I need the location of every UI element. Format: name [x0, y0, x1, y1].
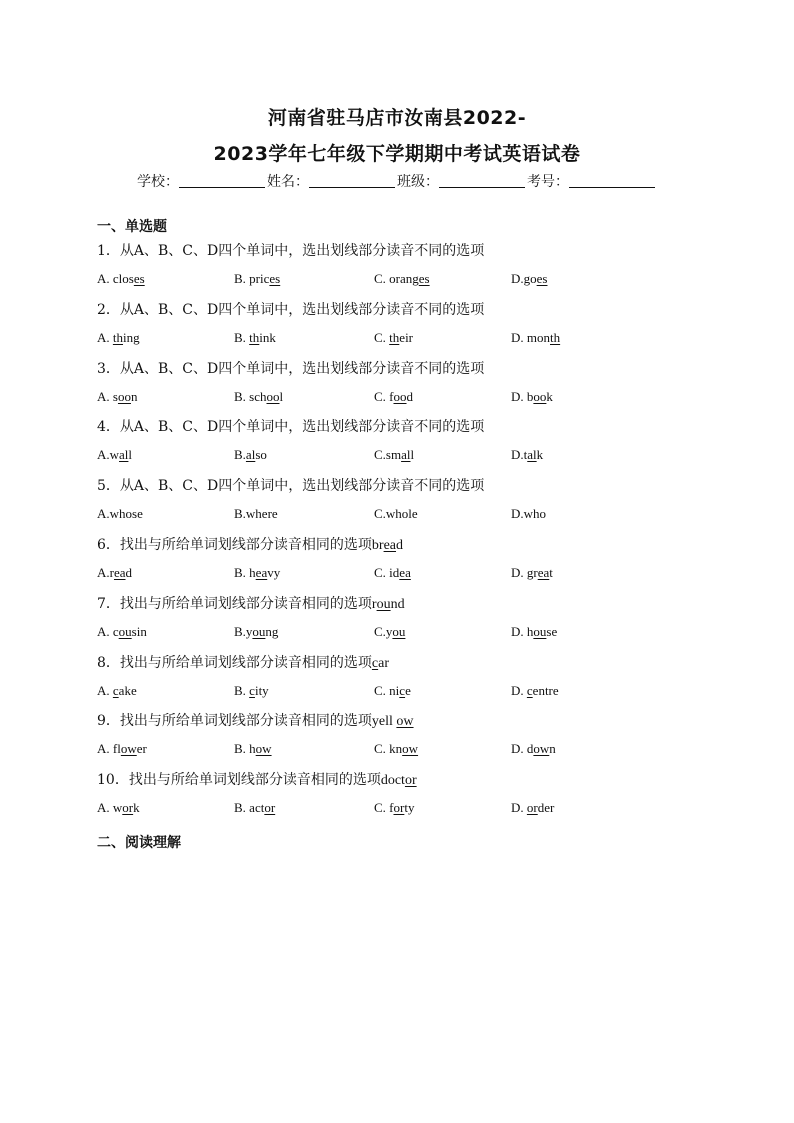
option-ul: th: [389, 329, 400, 345]
section-heading-reading: 二、阅读理解: [97, 835, 181, 851]
prompt-word-post: ar: [378, 655, 390, 671]
option-ul: ea: [399, 565, 411, 580]
option-ul: ow: [255, 741, 272, 757]
option-ul: ea: [113, 565, 126, 580]
option-ul: oo: [117, 388, 131, 404]
answer-option[interactable]: [511, 683, 559, 699]
option-ul: es: [418, 271, 430, 286]
option-ul: es: [536, 271, 548, 286]
answer-option[interactable]: [511, 565, 553, 581]
answer-option[interactable]: [97, 330, 140, 346]
option-post: n: [549, 741, 556, 757]
option-ul: or: [264, 800, 276, 816]
option-post: n: [130, 388, 138, 404]
option-pre: A.: [97, 329, 113, 345]
answer-option[interactable]: [374, 271, 430, 287]
answer-option[interactable]: [234, 330, 276, 346]
option-ul: ou: [118, 623, 132, 639]
option-post: ty: [404, 800, 415, 816]
answer-option[interactable]: [234, 565, 280, 581]
prompt-word: [372, 538, 403, 553]
school-label: 学校：: [137, 174, 179, 190]
answer-option[interactable]: [511, 800, 554, 816]
option-ul: c: [112, 682, 119, 698]
option-pre: A.whose: [97, 506, 143, 522]
option-ul: c: [526, 682, 533, 698]
answer-option[interactable]: [234, 389, 283, 405]
question-text: 4．从A、B、C、D四个单词中，选出划线部分读音不同的选项: [97, 419, 485, 436]
option-ul: c: [249, 682, 255, 698]
option-ul: ou: [533, 623, 547, 639]
question-stem: [97, 652, 389, 672]
section-heading-single-choice: 一、单选题: [97, 219, 167, 235]
option-post: ng: [265, 623, 279, 639]
question-stem: [97, 710, 414, 730]
option-post: k: [133, 800, 140, 816]
answer-option[interactable]: [97, 447, 132, 463]
option-post: t: [549, 565, 553, 580]
option-pre: D. d: [511, 741, 534, 757]
prompt-word-ul: ou: [376, 596, 391, 612]
question-text: 7．找出与所给单词划线部分读音相同的选项: [97, 595, 372, 612]
option-post: ink: [259, 329, 276, 345]
question-stem: [97, 416, 484, 436]
answer-option[interactable]: [97, 624, 147, 640]
prompt-word-pre: yell: [371, 714, 397, 730]
option-pre: A. c: [97, 623, 119, 639]
question-text: 2．从A、B、C、D四个单词中，选出划线部分读音不同的选项: [97, 301, 485, 318]
option-pre: C.: [374, 329, 390, 345]
question-text: 8．找出与所给单词划线部分读音相同的选项: [97, 654, 372, 671]
option-post: k: [536, 447, 544, 463]
answer-option[interactable]: [97, 565, 132, 581]
school-blank: [179, 173, 265, 188]
option-ul: ou: [392, 623, 406, 639]
option-ul: ea: [537, 565, 550, 580]
prompt-word-pre: br: [371, 538, 384, 553]
answer-option[interactable]: [97, 271, 145, 287]
answer-option[interactable]: [234, 683, 269, 699]
answer-option[interactable]: [374, 506, 418, 522]
prompt-word-ul: c: [371, 655, 379, 671]
option-post: ake: [118, 682, 137, 698]
option-pre: A. w: [97, 800, 123, 816]
question-text: 3．从A、B、C、D四个单词中，选出划线部分读音不同的选项: [97, 360, 485, 377]
option-pre: C. f: [374, 388, 394, 404]
option-pre: A.w: [97, 447, 120, 463]
answer-option[interactable]: [97, 506, 143, 522]
question-text: 5．从A、B、C、D四个单词中，选出划线部分读音不同的选项: [97, 478, 485, 495]
option-ul: or: [122, 800, 134, 816]
student-info-line: [0, 171, 794, 191]
answer-option[interactable]: [511, 624, 557, 640]
option-pre: C.y: [374, 623, 393, 639]
option-post: eir: [399, 329, 414, 345]
option-ul: th: [249, 329, 260, 345]
option-pre: B.: [234, 329, 250, 345]
option-ul: or: [526, 800, 538, 816]
question-stem: [97, 240, 484, 260]
option-post: k: [546, 388, 553, 404]
option-ul: es: [269, 271, 281, 286]
question-text: 10．找出与所给单词划线部分读音相同的选项: [97, 772, 381, 789]
option-ul: al: [527, 447, 537, 463]
option-pre: C. id: [374, 565, 400, 580]
answer-option[interactable]: [97, 800, 140, 816]
option-pre: B. h: [234, 565, 256, 580]
option-pre: C. ni: [374, 682, 400, 698]
option-pre: C. f: [374, 800, 394, 816]
option-pre: C. kn: [374, 741, 403, 757]
prompt-word-post: nd: [390, 596, 405, 612]
option-pre: D.who: [511, 506, 547, 522]
prompt-word: [372, 597, 405, 612]
option-ul: ow: [533, 741, 550, 757]
question-stem: [97, 593, 405, 613]
prompt-word: [372, 714, 414, 729]
answer-option[interactable]: [234, 624, 278, 640]
exam-title-line2: 2023学年七年级下学期期中考试英语试卷: [213, 143, 581, 165]
option-ul: ea: [255, 565, 268, 580]
option-post: l: [410, 447, 415, 463]
answer-option[interactable]: [374, 683, 411, 699]
answer-option[interactable]: [97, 389, 137, 405]
option-pre: D.: [511, 800, 527, 816]
option-pre: B. act: [234, 800, 265, 816]
option-pre: A. clos: [97, 271, 134, 286]
option-post: vy: [267, 565, 281, 580]
answer-option[interactable]: [97, 741, 147, 757]
option-post: ity: [254, 682, 269, 698]
question-stem: [97, 769, 417, 789]
option-pre: A. fl: [97, 741, 121, 757]
option-pre: C.sm: [374, 447, 402, 463]
option-pre: B. pric: [234, 271, 270, 286]
question-stem: [97, 299, 484, 319]
answer-option[interactable]: [234, 447, 267, 463]
class-label: 班级：: [397, 174, 439, 190]
prompt-word: [381, 773, 417, 788]
option-pre: D. b: [511, 388, 534, 404]
prompt-word-pre: r: [371, 596, 377, 612]
name-label: 姓名：: [267, 174, 309, 190]
answer-option[interactable]: [374, 447, 414, 463]
answer-option[interactable]: [374, 330, 413, 346]
prompt-word: [372, 656, 389, 671]
name-blank: [309, 173, 395, 188]
answer-option[interactable]: [511, 389, 553, 405]
option-pre: D. mon: [511, 329, 550, 345]
answer-option[interactable]: [234, 800, 275, 816]
class-blank: [439, 173, 525, 188]
option-pre: A.r: [97, 565, 114, 580]
option-pre: D. h: [511, 623, 534, 639]
prompt-word-ul: or: [404, 773, 417, 789]
question-text: 6．找出与所给单词划线部分读音相同的选项: [97, 537, 372, 553]
option-post: er: [136, 741, 147, 757]
option-pre: C.whole: [374, 506, 418, 522]
option-post: l: [128, 447, 133, 463]
option-post: e: [405, 682, 411, 698]
option-pre: B.: [234, 447, 246, 463]
answer-option[interactable]: [374, 741, 418, 757]
answer-option[interactable]: [374, 389, 413, 405]
option-ul: oo: [393, 388, 407, 404]
option-ul: ow: [120, 741, 137, 757]
option-post: der: [537, 800, 555, 816]
option-post: d: [406, 388, 413, 404]
option-pre: D. gr: [511, 565, 538, 580]
option-ul: ow: [402, 741, 419, 757]
prompt-word-ul: ow: [396, 714, 414, 730]
question-stem: [97, 358, 484, 378]
option-post: l: [279, 388, 284, 404]
option-post: sin: [131, 623, 147, 639]
answer-option[interactable]: [511, 330, 560, 346]
option-post: d: [125, 565, 133, 580]
answer-option[interactable]: [234, 506, 278, 522]
option-ul: al: [401, 447, 411, 463]
option-pre: D.go: [511, 271, 537, 286]
exam-number-label: 考号：: [527, 174, 569, 190]
option-pre: C. orang: [374, 271, 419, 286]
option-pre: A.: [97, 682, 113, 698]
answer-option[interactable]: [97, 683, 137, 699]
answer-option[interactable]: [511, 741, 556, 757]
answer-option[interactable]: [511, 506, 546, 522]
exam-number-blank: [569, 173, 655, 188]
answer-option[interactable]: [234, 741, 272, 757]
option-pre: B.where: [234, 506, 278, 522]
option-ul: or: [393, 800, 405, 816]
answer-option[interactable]: [374, 565, 411, 581]
option-post: ing: [123, 329, 140, 345]
answer-option[interactable]: [374, 800, 414, 816]
option-ul: c: [399, 682, 406, 698]
option-ul: oo: [533, 388, 547, 404]
question-stem: [97, 534, 403, 554]
option-post: se: [546, 623, 558, 639]
prompt-word-pre: doct: [380, 773, 405, 789]
question-text: 1．从A、B、C、D四个单词中，选出划线部分读音不同的选项: [97, 243, 485, 259]
option-ul: th: [550, 329, 561, 345]
answer-option[interactable]: [511, 447, 543, 463]
answer-option[interactable]: [511, 271, 547, 287]
prompt-word-post: d: [396, 538, 404, 553]
option-ul: al: [119, 447, 129, 463]
option-pre: D.t: [511, 447, 528, 463]
prompt-word-ul: ea: [383, 538, 397, 553]
option-pre: A. s: [97, 388, 118, 404]
option-pre: B.y: [234, 623, 253, 639]
option-pre: B. sch: [234, 388, 267, 404]
option-pre: D.: [511, 682, 527, 698]
option-ul: ou: [252, 623, 266, 639]
question-text: 9．找出与所给单词划线部分读音相同的选项: [97, 713, 372, 730]
option-pre: B. h: [234, 741, 256, 757]
question-stem: [97, 475, 484, 495]
option-post: so: [255, 447, 267, 463]
answer-option[interactable]: [234, 271, 280, 287]
option-ul: th: [112, 329, 124, 345]
option-ul: es: [133, 271, 145, 286]
answer-option[interactable]: [374, 624, 405, 640]
option-ul: al: [245, 447, 256, 463]
option-ul: oo: [266, 388, 280, 404]
option-pre: B.: [234, 682, 250, 698]
exam-title-line1: 河南省驻马店市汝南县2022-: [267, 107, 527, 129]
option-post: entre: [532, 682, 559, 698]
